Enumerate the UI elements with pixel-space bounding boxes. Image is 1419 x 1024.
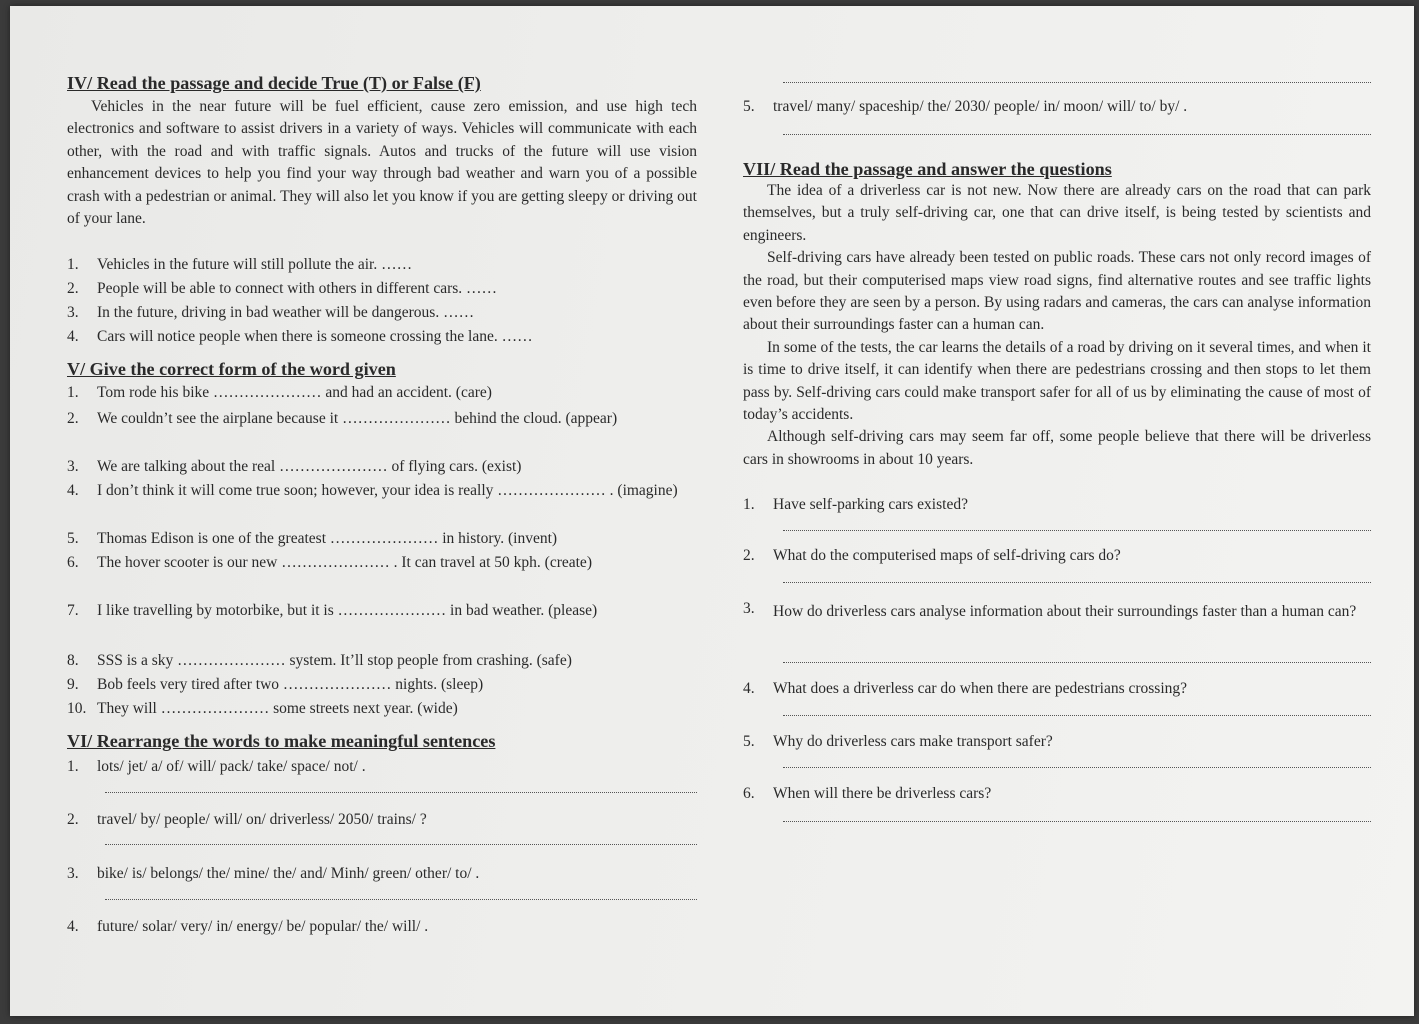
item-number: 3. [67, 304, 79, 321]
item-text: We are talking about the real ………………… of flying cars. (exist) [97, 458, 522, 475]
item-number: 1. [67, 758, 79, 775]
item-text: People will be able to connect with others in different cars. …… [97, 280, 498, 297]
tf-item-1 [67, 254, 697, 276]
item-number: 2. [67, 280, 79, 297]
item-text: Vehicles in the future will still pollute the air. …… [97, 256, 413, 273]
question-1 [743, 494, 1371, 516]
word-form-item-6 [67, 552, 697, 574]
word-form-item-5 [67, 528, 697, 550]
passage-paragraph-1: The idea of a driverless car is not new. Now there are already cars on the road that can park themselves, but a truly self-driving car, one that can drive itself, is being tested by scientists and engineers. [743, 182, 1371, 244]
rearrange-item-2 [67, 809, 697, 831]
word-form-item-1 [67, 382, 697, 404]
section-6-heading: VI/ Rearrange the words to make meaningful sentences [67, 731, 496, 751]
item-number: 3. [743, 600, 755, 617]
passage-paragraph-4: Although self-driving cars may seem far off, some people believe that there will be driverless cars in showrooms in about 10 years. [743, 428, 1371, 468]
item-number: 3. [67, 458, 79, 475]
item-number: 3. [67, 865, 79, 882]
answer-line[interactable] [105, 899, 697, 900]
section-4-heading: IV/ Read the passage and decide True (T) or False (F) [67, 73, 481, 93]
item-number: 1. [67, 256, 79, 273]
item-number: 1. [67, 384, 79, 401]
item-text: What does a driverless car do when there are pedestrians crossing? [773, 680, 1188, 697]
item-text: I don’t think it will come true soon; however, your idea is really ………………… . (imagine) [97, 482, 678, 499]
question-2 [743, 545, 1371, 567]
word-form-item-3 [67, 456, 697, 478]
tf-item-3 [67, 302, 697, 324]
item-number: 5. [743, 98, 755, 115]
answer-line[interactable] [783, 82, 1371, 83]
tf-item-2 [67, 278, 697, 300]
answer-line[interactable] [105, 792, 697, 793]
item-number: 1. [743, 496, 755, 513]
item-number: 7. [67, 602, 79, 619]
section-4-passage [67, 96, 697, 230]
item-text: bike/ is/ belongs/ the/ mine/ the/ and/ Minh/ green/ other/ to/ . [97, 865, 480, 882]
rearrange-item-1 [67, 756, 697, 778]
answer-line[interactable] [783, 582, 1371, 583]
item-number: 8. [67, 652, 79, 669]
question-6 [743, 783, 1371, 805]
answer-line[interactable] [783, 821, 1371, 822]
word-form-item-4 [67, 480, 697, 502]
section-7-heading: VII/ Read the passage and answer the questions [743, 159, 1112, 179]
item-text: lots/ jet/ a/ of/ will/ pack/ take/ space/ not/ . [97, 758, 366, 775]
answer-line[interactable] [783, 134, 1371, 135]
answer-line[interactable] [783, 662, 1371, 663]
item-number: 6. [67, 554, 79, 571]
answer-line[interactable] [783, 767, 1371, 768]
item-text: In the future, driving in bad weather will be dangerous. …… [97, 304, 475, 321]
item-text: travel/ by/ people/ will/ on/ driverless/ 2050/ trains/ ? [97, 811, 427, 828]
item-text: How do driverless cars analyse information about their surroundings faster than a human can? [773, 603, 1357, 620]
item-text: Tom rode his bike ………………… and had an accident. (care) [97, 384, 492, 401]
item-number: 4. [67, 482, 79, 499]
question-4 [743, 678, 1371, 700]
item-text: future/ solar/ very/ in/ energy/ be/ popular/ the/ will/ . [97, 918, 429, 935]
answer-line[interactable] [783, 715, 1371, 716]
item-number: 5. [67, 530, 79, 547]
section-4-passage-text: Vehicles in the near future will be fuel efficient, cause zero emission, and use high tech electronics and software to assist drivers in a variety of ways. Vehicles will communicate with each other, with the road and with traffic signals. Autos and trucks of the future will use vision enhancement devices to help you find your way through bad weather and warn you of a possible crash with a pedestrian or animal. They will also let you know if you are getting sleepy or driving out of your lane. [67, 98, 697, 228]
question-3 [743, 598, 1371, 625]
item-text: I like travelling by motorbike, but it is ………………… in bad weather. (please) [97, 602, 598, 619]
word-form-item-2 [67, 408, 697, 430]
word-form-item-7 [67, 600, 697, 622]
item-text: When will there be driverless cars? [773, 785, 992, 802]
item-number: 6. [743, 785, 755, 802]
item-number: 10. [67, 700, 87, 717]
item-text: The hover scooter is our new ………………… . It can travel at 50 kph. (create) [97, 554, 592, 571]
item-number: 9. [67, 676, 79, 693]
item-number: 4. [743, 680, 755, 697]
item-text: travel/ many/ spaceship/ the/ 2030/ people/ in/ moon/ will/ to/ by/ . [773, 98, 1188, 115]
item-number: 5. [743, 733, 755, 750]
section-7-passage [743, 180, 1371, 471]
item-text: What do the computerised maps of self-driving cars do? [773, 547, 1121, 564]
rearrange-item-4 [67, 916, 697, 938]
tf-item-4 [67, 326, 697, 348]
passage-paragraph-3: In some of the tests, the car learns the details of a road by driving on it several times, and when it is time to drive itself, it can identify when there are pedestrians crossing and then stops to let them pass by. Self-driving cars could make transport safer for all of us by eliminating the cause of most of today’s accidents. [743, 338, 1371, 424]
word-form-item-9 [67, 674, 697, 696]
item-number: 2. [743, 547, 755, 564]
item-text: SSS is a sky ………………… system. It’ll stop people from crashing. (safe) [97, 652, 572, 669]
item-number: 4. [67, 328, 79, 345]
item-text: They will ………………… some streets next year. (wide) [97, 700, 458, 717]
item-text: Bob feels very tired after two ………………… nights. (sleep) [97, 676, 484, 693]
answer-line[interactable] [783, 530, 1371, 531]
item-text: Have self-parking cars existed? [773, 496, 968, 513]
item-number: 4. [67, 918, 79, 935]
answer-line[interactable] [105, 844, 697, 845]
question-5 [743, 731, 1371, 753]
item-text: Thomas Edison is one of the greatest ………………… in history. (invent) [97, 530, 558, 547]
rearrange-item-3 [67, 863, 697, 885]
word-form-item-8 [67, 650, 697, 672]
word-form-item-10 [67, 698, 697, 720]
section-5-heading: V/ Give the correct form of the word given [67, 359, 396, 379]
item-number: 2. [67, 410, 79, 427]
item-number: 2. [67, 811, 79, 828]
worksheet-page [10, 6, 1414, 1016]
item-text: Why do driverless cars make transport safer? [773, 733, 1053, 750]
rearrange-item-5 [743, 96, 1371, 118]
item-text: We couldn’t see the airplane because it ………………… behind the cloud. (appear) [97, 410, 618, 427]
item-text: Cars will notice people when there is someone crossing the lane. …… [97, 328, 533, 345]
passage-paragraph-2: Self-driving cars have already been tested on public roads. These cars not only record images of the road, but their computerised maps view road signs, find alternative routes and see traffic lights even before they are seen by a person. By using radars and cameras, the cars can analyse information about their surroundings faster can a human can. [743, 249, 1371, 334]
